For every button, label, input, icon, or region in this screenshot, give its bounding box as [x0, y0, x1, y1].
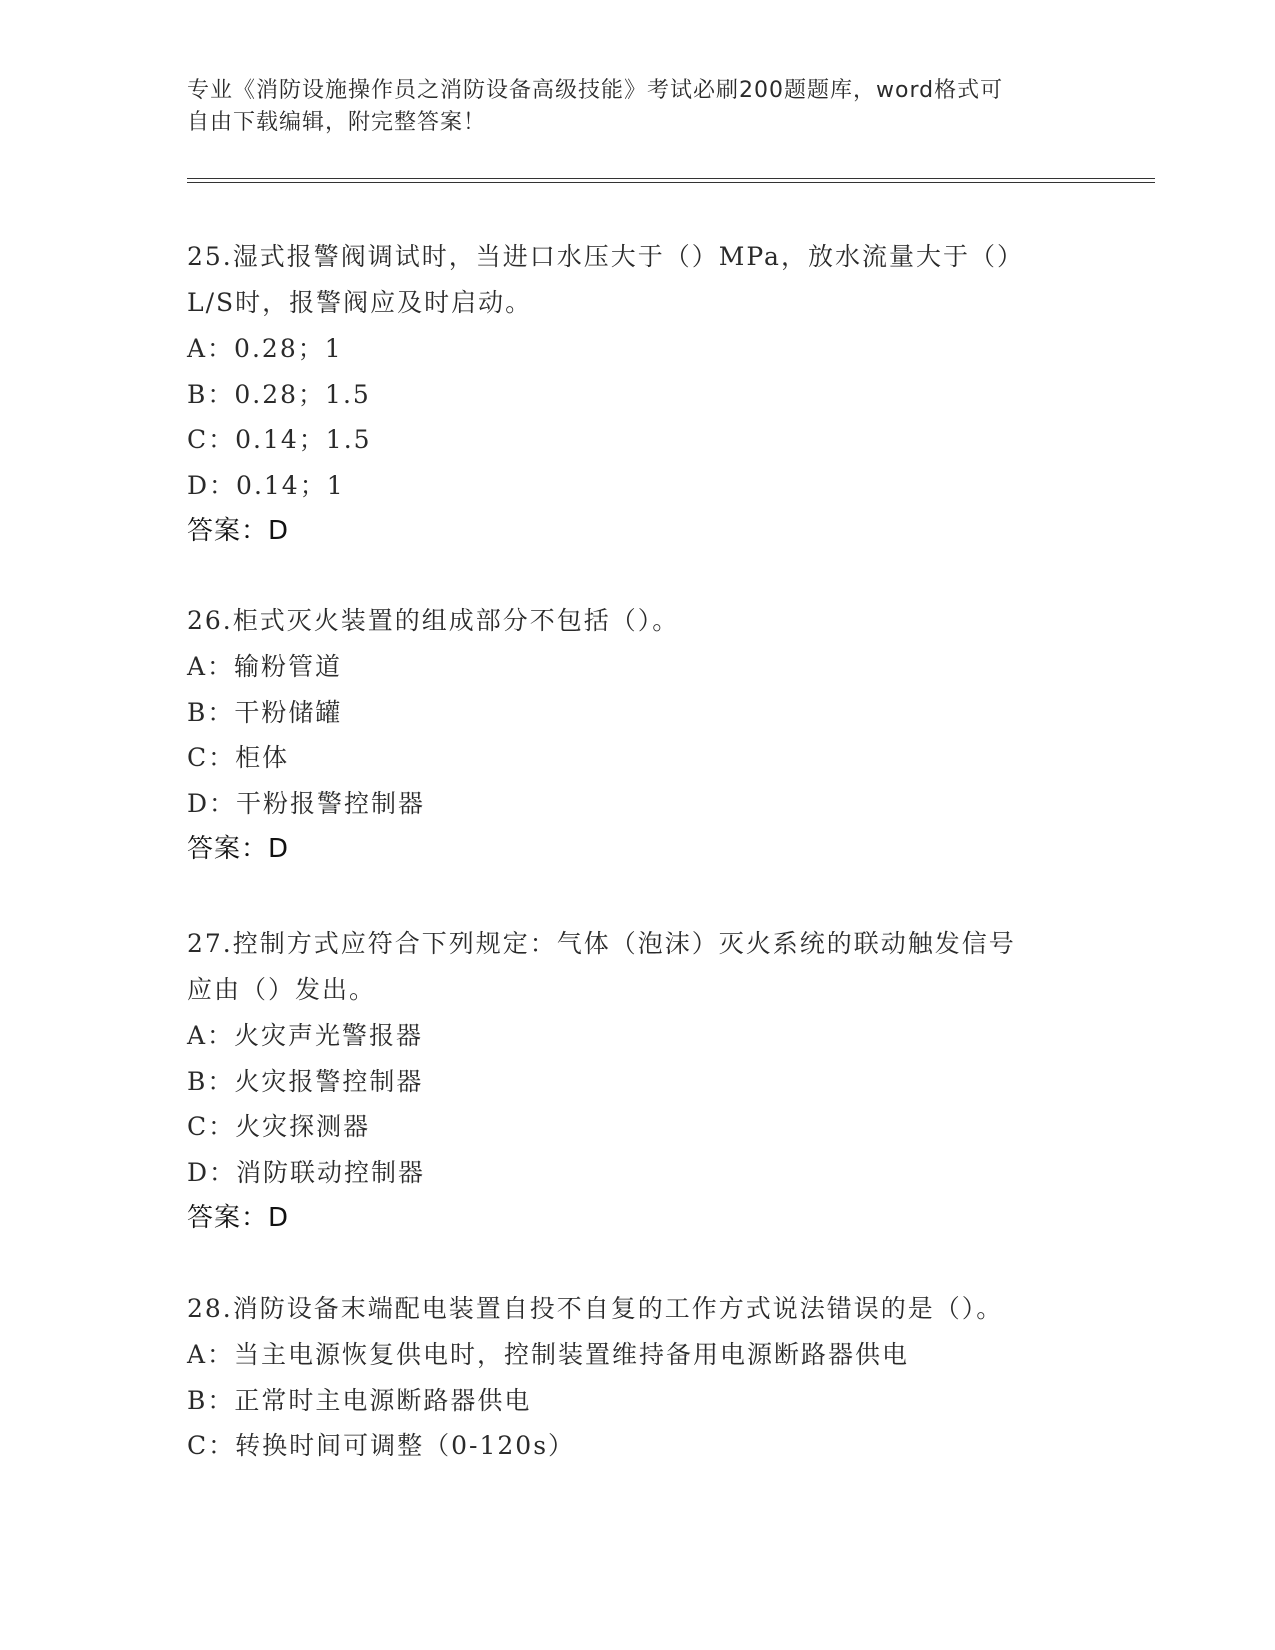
option-c: C：0.14；1.5 — [187, 425, 372, 454]
option-a: A：输粉管道 — [187, 652, 343, 681]
option-c: C：转换时间可调整（0-120s） — [187, 1431, 576, 1460]
question-26 — [187, 598, 1087, 872]
question-stem-line: 28.消防设备末端配电装置自投不自复的工作方式说法错误的是（）。 — [187, 1294, 1004, 1323]
option-b: B：火灾报警控制器 — [187, 1066, 424, 1096]
option-b: B：0.28；1.5 — [187, 379, 371, 409]
option-a: A：0.28；1 — [187, 334, 343, 363]
answer: 答案：D — [187, 834, 290, 864]
answer: 答案：D — [187, 516, 290, 546]
option-b: B：正常时主电源断路器供电 — [187, 1385, 532, 1415]
option-c: C：柜体 — [187, 743, 290, 772]
question-stem-line: 27.控制方式应符合下列规定：气体（泡沫）灭火系统的联动触发信号 — [187, 929, 1016, 958]
question-25 — [187, 234, 1087, 554]
question-stem-line: L/S时，报警阀应及时启动。 — [187, 288, 533, 317]
header-divider — [187, 178, 1155, 183]
option-d: D：干粉报警控制器 — [187, 788, 426, 818]
question-stem-line: 26.柜式灭火装置的组成部分不包括（）。 — [187, 606, 680, 635]
header-line-1: 专业《消防设施操作员之消防设备高级技能》考试必刷200题题库，word格式可 — [187, 78, 1004, 103]
answer: 答案：D — [187, 1203, 290, 1233]
option-c: C：火灾探测器 — [187, 1112, 371, 1141]
option-a: A：火灾声光警报器 — [187, 1021, 424, 1050]
question-stem-line: 25.湿式报警阀调试时，当进口水压大于（）MPa，放水流量大于（） — [187, 242, 1024, 271]
question-28 — [187, 1286, 1087, 1469]
option-d: D：0.14；1 — [187, 470, 345, 500]
option-a: A：当主电源恢复供电时，控制装置维持备用电源断路器供电 — [187, 1340, 910, 1369]
question-27 — [187, 921, 1087, 1241]
question-stem-line: 应由（）发出。 — [187, 975, 377, 1004]
header-line-2: 自由下载编辑，附完整答案！ — [187, 110, 487, 135]
option-b: B：干粉储罐 — [187, 697, 343, 727]
option-d: D：消防联动控制器 — [187, 1157, 426, 1187]
document-header — [187, 75, 1087, 139]
